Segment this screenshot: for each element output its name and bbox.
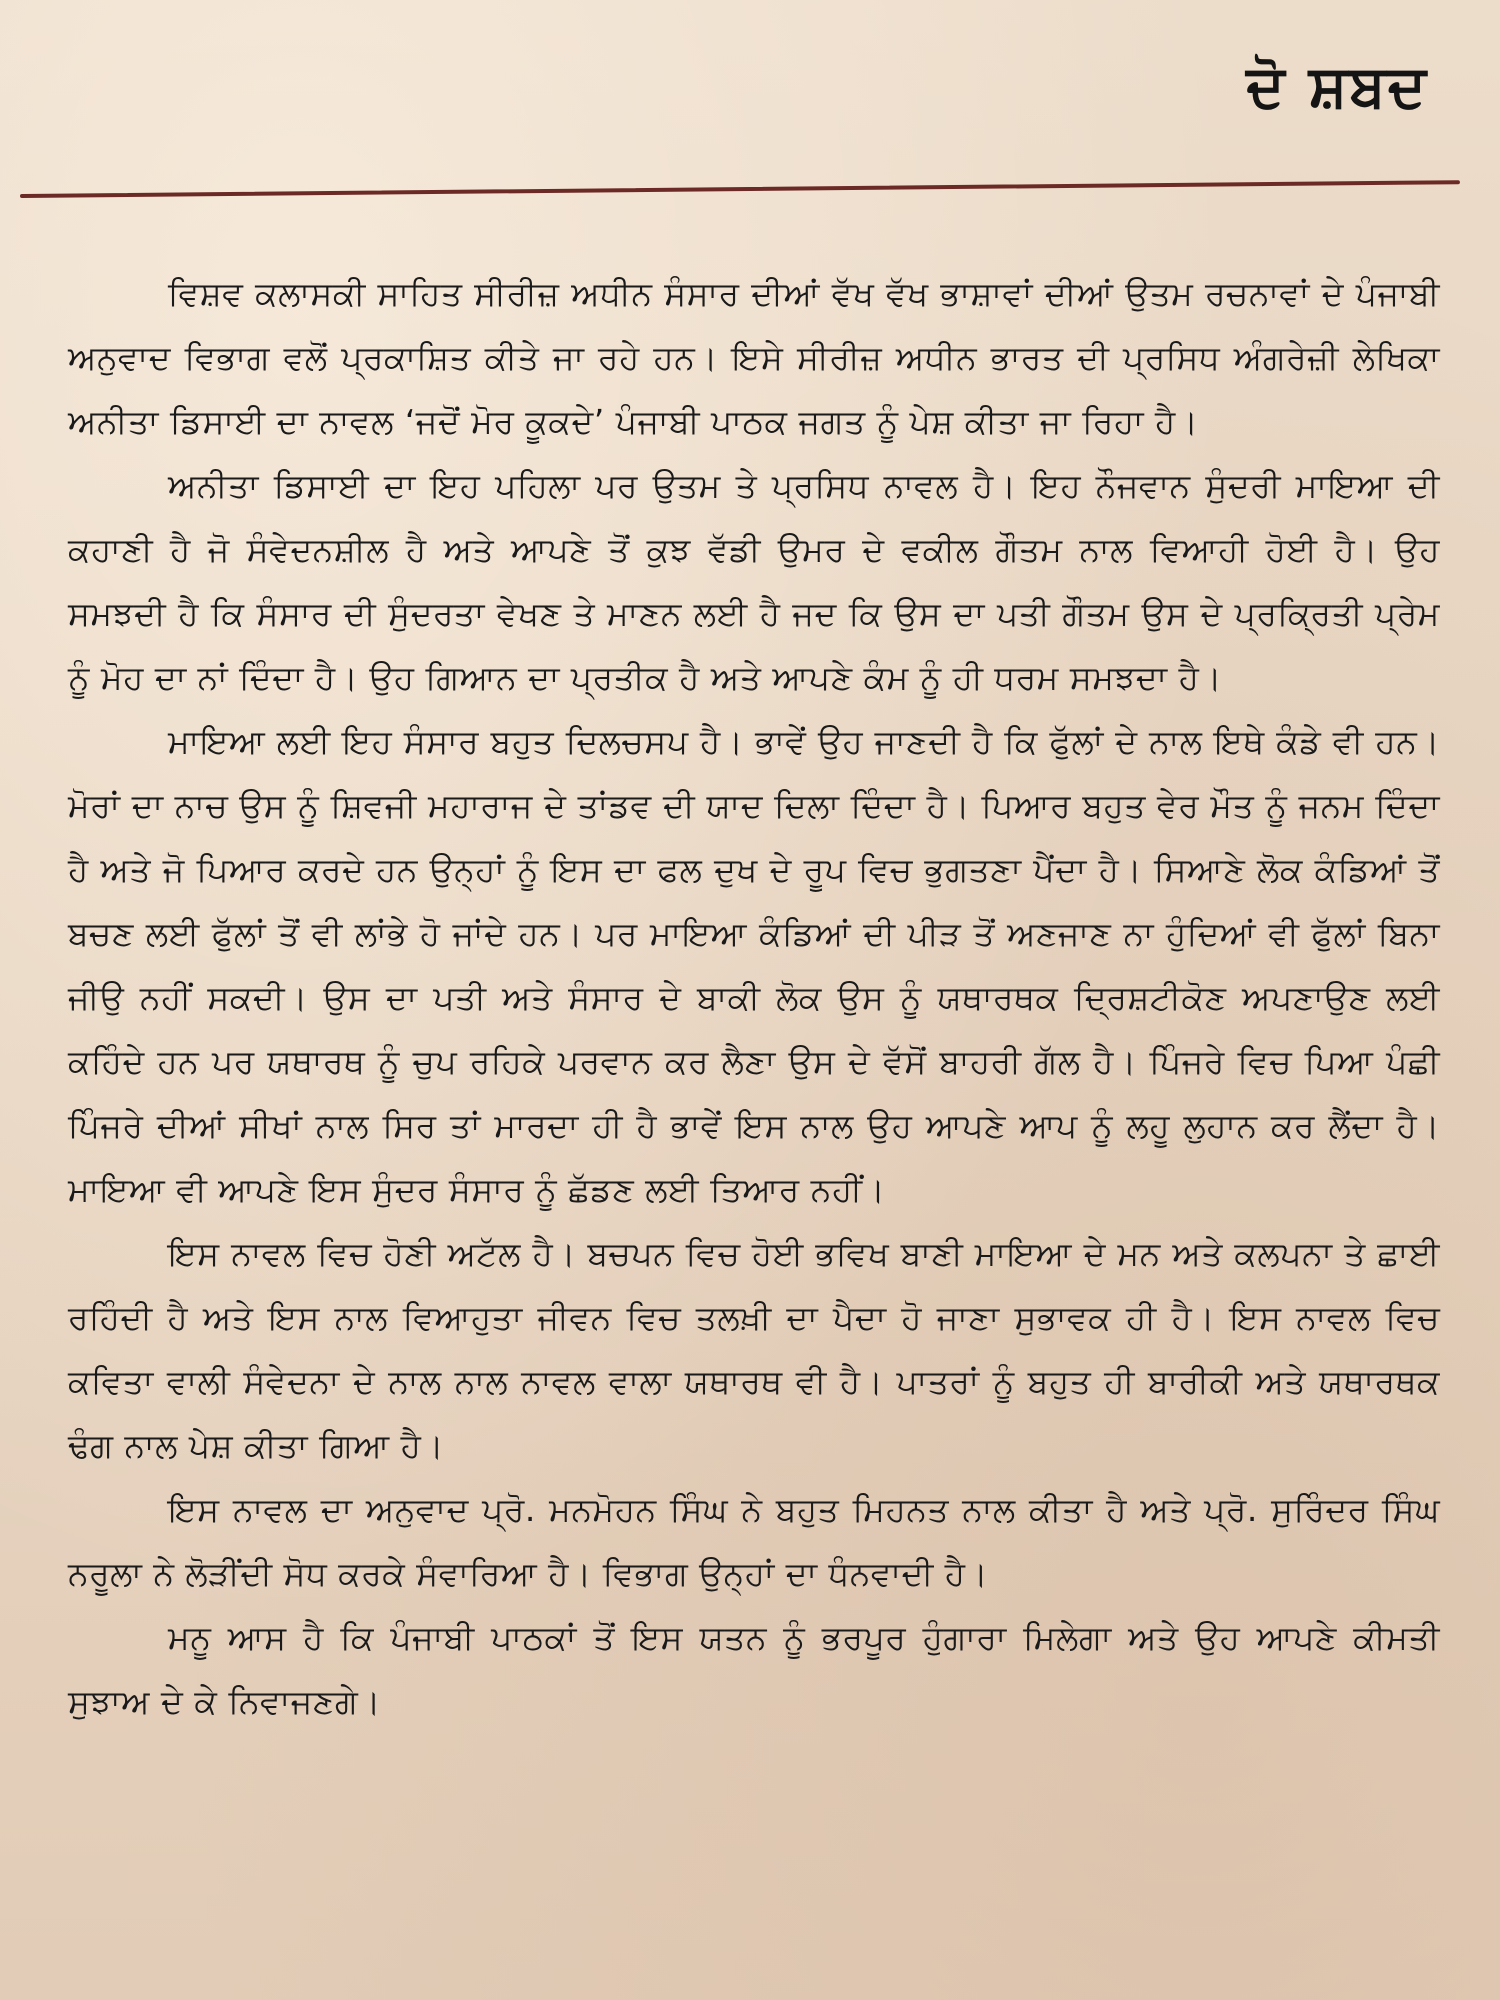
- paragraph-3: ਮਾਇਆ ਲਈ ਇਹ ਸੰਸਾਰ ਬਹੁਤ ਦਿਲਚਸਪ ਹੈ। ਭਾਵੇਂ ਉਹ ਜਾਣਦੀ ਹੈ ਕਿ ਫੁੱਲਾਂ ਦੇ ਨਾਲ ਇਥੇ ਕੰਡੇ ਵੀ ਹਨ। ਮੋਰਾਂ ਦਾ ਨਾਚ ਉਸ ਨੂੰ ਸ਼ਿਵਜੀ ਮਹਾਰਾਜ ਦੇ ਤਾਂਡਵ ਦੀ ਯਾਦ ਦਿਲਾ ਦਿੰਦਾ ਹੈ। ਪਿਆਰ ਬਹੁਤ ਵੇਰ ਮੌਤ ਨੂੰ ਜਨਮ ਦਿੰਦਾ ਹੈ ਅਤੇ ਜੋ ਪਿਆਰ ਕਰਦੇ ਹਨ ਉਨ੍ਹਾਂ ਨੂੰ ਇਸ ਦਾ ਫਲ ਦੁਖ ਦੇ ਰੂਪ ਵਿਚ ਭੁਗਤਣਾ ਪੈਂਦਾ ਹੈ। ਸਿਆਣੇ ਲੋਕ ਕੰਡਿਆਂ ਤੋਂ ਬਚਣ ਲਈ ਫੁੱਲਾਂ ਤੋਂ ਵੀ ਲਾਂਭੇ ਹੋ ਜਾਂਦੇ ਹਨ। ਪਰ ਮਾਇਆ ਕੰਡਿਆਂ ਦੀ ਪੀੜ ਤੋਂ ਅਣਜਾਣ ਨਾ ਹੁੰਦਿਆਂ ਵੀ ਫੁੱਲਾਂ ਬਿਨਾ ਜੀਉ ਨਹੀਂ ਸਕਦੀ। ਉਸ ਦਾ ਪਤੀ ਅਤੇ ਸੰਸਾਰ ਦੇ ਬਾਕੀ ਲੋਕ ਉਸ ਨੂੰ ਯਥਾਰਥਕ ਦ੍ਰਿਸ਼ਟੀਕੋਣ ਅਪਣਾਉਣ ਲਈ ਕਹਿੰਦੇ ਹਨ ਪਰ ਯਥਾਰਥ ਨੂੰ ਚੁਪ ਰਹਿਕੇ ਪਰਵਾਨ ਕਰ ਲੈਣਾ ਉਸ ਦੇ ਵੱਸੋਂ ਬਾਹਰੀ ਗੱਲ ਹੈ। ਪਿੰਜਰੇ ਵਿਚ ਪਿਆ ਪੰਛੀ ਪਿੰਜਰੇ ਦੀਆਂ ਸੀਖਾਂ ਨਾਲ ਸਿਰ ਤਾਂ ਮਾਰਦਾ ਹੀ ਹੈ ਭਾਵੇਂ ਇਸ ਨਾਲ ਉਹ ਆਪਣੇ ਆਪ ਨੂੰ ਲਹੂ ਲੁਹਾਨ ਕਰ ਲੈਂਦਾ ਹੈ। ਮਾਇਆ ਵੀ ਆਪਣੇ ਇਸ ਸੁੰਦਰ ਸੰਸਾਰ ਨੂੰ ਛੱਡਣ ਲਈ ਤਿਆਰ ਨਹੀਂ।: [68, 722, 1440, 1209]
- paragraph-1: ਵਿਸ਼ਵ ਕਲਾਸਕੀ ਸਾਹਿਤ ਸੀਰੀਜ਼ ਅਧੀਨ ਸੰਸਾਰ ਦੀਆਂ ਵੱਖ ਵੱਖ ਭਾਸ਼ਾਵਾਂ ਦੀਆਂ ਉਤਮ ਰਚਨਾਵਾਂ ਦੇ ਪੰਜਾਬੀ ਅਨੁਵਾਦ ਵਿਭਾਗ ਵਲੋਂ ਪ੍ਰਕਾਸ਼ਿਤ ਕੀਤੇ ਜਾ ਰਹੇ ਹਨ। ਇਸੇ ਸੀਰੀਜ਼ ਅਧੀਨ ਭਾਰਤ ਦੀ ਪ੍ਰਸਿਧ ਅੰਗਰੇਜ਼ੀ ਲੇਖਿਕਾ ਅਨੀਤਾ ਡਿਸਾਈ ਦਾ ਨਾਵਲ ‘ਜਦੋਂ ਮੋਰ ਕੂਕਦੇ’ ਪੰਜਾਬੀ ਪਾਠਕ ਜਗਤ ਨੂੰ ਪੇਸ਼ ਕੀਤਾ ਜਾ ਰਿਹਾ ਹੈ।: [68, 274, 1440, 441]
- paragraph-2: ਅਨੀਤਾ ਡਿਸਾਈ ਦਾ ਇਹ ਪਹਿਲਾ ਪਰ ਉਤਮ ਤੇ ਪ੍ਰਸਿਧ ਨਾਵਲ ਹੈ। ਇਹ ਨੌਜਵਾਨ ਸੁੰਦਰੀ ਮਾਇਆ ਦੀ ਕਹਾਣੀ ਹੈ ਜੋ ਸੰਵੇਦਨਸ਼ੀਲ ਹੈ ਅਤੇ ਆਪਣੇ ਤੋਂ ਕੁਝ ਵੱਡੀ ਉਮਰ ਦੇ ਵਕੀਲ ਗੌਤਮ ਨਾਲ ਵਿਆਹੀ ਹੋਈ ਹੈ। ਉਹ ਸਮਝਦੀ ਹੈ ਕਿ ਸੰਸਾਰ ਦੀ ਸੁੰਦਰਤਾ ਵੇਖਣ ਤੇ ਮਾਣਨ ਲਈ ਹੈ ਜਦ ਕਿ ਉਸ ਦਾ ਪਤੀ ਗੌਤਮ ਉਸ ਦੇ ਪ੍ਰਕ੍ਰਿਤੀ ਪ੍ਰੇਮ ਨੂੰ ਮੋਹ ਦਾ ਨਾਂ ਦਿੰਦਾ ਹੈ। ਉਹ ਗਿਆਨ ਦਾ ਪ੍ਰਤੀਕ ਹੈ ਅਤੇ ਆਪਣੇ ਕੰਮ ਨੂੰ ਹੀ ਧਰਮ ਸਮਝਦਾ ਹੈ।: [68, 466, 1440, 697]
- page-title: ਦੋ ਸ਼ਬਦ: [1246, 52, 1428, 120]
- title-divider: [20, 180, 1460, 198]
- paragraph-4: ਇਸ ਨਾਵਲ ਵਿਚ ਹੋਣੀ ਅਟੱਲ ਹੈ। ਬਚਪਨ ਵਿਚ ਹੋਈ ਭਵਿਖ ਬਾਣੀ ਮਾਇਆ ਦੇ ਮਨ ਅਤੇ ਕਲਪਨਾ ਤੇ ਛਾਈ ਰਹਿੰਦੀ ਹੈ ਅਤੇ ਇਸ ਨਾਲ ਵਿਆਹੁਤਾ ਜੀਵਨ ਵਿਚ ਤਲਖ਼ੀ ਦਾ ਪੈਦਾ ਹੋ ਜਾਣਾ ਸੁਭਾਵਕ ਹੀ ਹੈ। ਇਸ ਨਾਵਲ ਵਿਚ ਕਵਿਤਾ ਵਾਲੀ ਸੰਵੇਦਨਾ ਦੇ ਨਾਲ ਨਾਲ ਨਾਵਲ ਵਾਲਾ ਯਥਾਰਥ ਵੀ ਹੈ। ਪਾਤਰਾਂ ਨੂੰ ਬਹੁਤ ਹੀ ਬਾਰੀਕੀ ਅਤੇ ਯਥਾਰਥਕ ਢੰਗ ਨਾਲ ਪੇਸ਼ ਕੀਤਾ ਗਿਆ ਹੈ।: [68, 1234, 1440, 1465]
- body-text: [68, 262, 1440, 1734]
- paragraph-6: ਮਨੂ ਆਸ ਹੈ ਕਿ ਪੰਜਾਬੀ ਪਾਠਕਾਂ ਤੋਂ ਇਸ ਯਤਨ ਨੂੰ ਭਰਪੂਰ ਹੁੰਗਾਰਾ ਮਿਲੇਗਾ ਅਤੇ ਉਹ ਆਪਣੇ ਕੀਮਤੀ ਸੁਝਾਅ ਦੇ ਕੇ ਨਿਵਾਜਣਗੇ।: [68, 1618, 1440, 1721]
- paragraph-5: ਇਸ ਨਾਵਲ ਦਾ ਅਨੁਵਾਦ ਪ੍ਰੋ. ਮਨਮੋਹਨ ਸਿੰਘ ਨੇ ਬਹੁਤ ਮਿਹਨਤ ਨਾਲ ਕੀਤਾ ਹੈ ਅਤੇ ਪ੍ਰੋ. ਸੁਰਿੰਦਰ ਸਿੰਘ ਨਰੂਲਾ ਨੇ ਲੋੜੀਂਦੀ ਸੋਧ ਕਰਕੇ ਸੰਵਾਰਿਆ ਹੈ। ਵਿਭਾਗ ਉਨ੍ਹਾਂ ਦਾ ਧੰਨਵਾਦੀ ਹੈ।: [68, 1490, 1440, 1593]
